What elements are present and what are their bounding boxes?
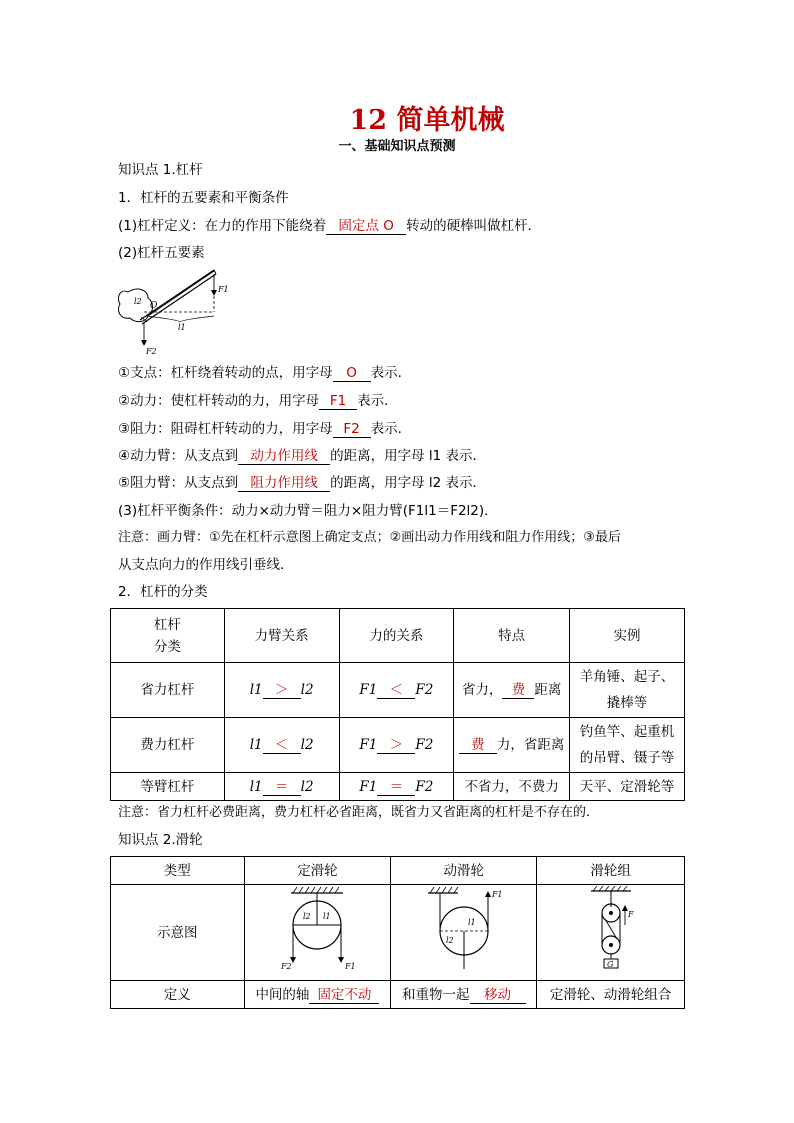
table2-header-group: 滑轮组 <box>537 857 685 885</box>
row-feature: 不省力，不费力 <box>454 773 570 801</box>
svg-text:G: G <box>606 960 613 969</box>
pulley-group-diagram <box>561 885 661 971</box>
answer-o: O <box>346 365 357 381</box>
answer-blank-f1 <box>319 393 357 410</box>
section-2-heading: 2．杠杆的分类 <box>118 584 208 600</box>
table-row <box>111 718 685 773</box>
svg-text:l2: l2 <box>445 936 454 945</box>
fig-label-l2: l2 <box>134 297 142 306</box>
f1-arrow-head <box>211 290 217 296</box>
answer-blank-o <box>333 365 371 382</box>
answer-fulcrum: 固定点 O <box>338 218 394 234</box>
row-example: 天平、定滑轮等 <box>570 773 685 801</box>
table1-header-force: 力的关系 <box>339 609 454 663</box>
table2-header-row <box>111 857 685 885</box>
lever-rod-top <box>140 270 214 320</box>
l1-brace <box>146 316 214 322</box>
page-subtitle: 一、基础知识点预测 <box>338 139 456 154</box>
element-effort-arm <box>118 447 486 465</box>
lever-rod-end <box>214 270 216 274</box>
svg-text:F1: F1 <box>345 962 357 971</box>
answer-f2: F2 <box>343 421 360 437</box>
element-resistance-suffix: 表示． <box>370 421 412 437</box>
row-arm-relation: l1 ＜ l2 <box>224 718 339 773</box>
element-effort-suffix: 表示． <box>357 393 398 409</box>
answer-blank-fulcrum <box>326 218 406 235</box>
element-resistance-arm-prefix: ⑤阻力臂：从支点到 <box>118 475 239 491</box>
table2-diagram-row <box>111 885 685 981</box>
lever-definition-suffix: 转动的硬棒叫做杠杆． <box>406 218 542 234</box>
f2-arrow-head <box>141 340 147 346</box>
table1-header-arm: 力臂关系 <box>224 609 339 663</box>
moving-pulley-diagram <box>414 885 514 971</box>
table2-header-type: 类型 <box>111 857 245 885</box>
element-fulcrum <box>118 364 411 382</box>
fig-label-F2: F2 <box>146 347 157 356</box>
lever-diagram <box>114 266 244 358</box>
svg-text:l1: l1 <box>323 912 332 921</box>
element-effort-arm-prefix: ④动力臂：从支点到 <box>118 448 239 464</box>
svg-text:F1: F1 <box>491 890 503 899</box>
five-elements-heading: (2)杠杆五要素 <box>118 245 205 261</box>
lever-classification-table <box>110 608 685 801</box>
element-effort-prefix: ②动力：使杠杆转动的力，用字母 <box>118 393 320 409</box>
table2-header-moving: 动滑轮 <box>391 857 537 885</box>
element-resistance-arm <box>118 474 486 492</box>
lever-definition <box>118 217 541 235</box>
element-resistance-arm-suffix: 的距离，用字母 l2 表示． <box>330 475 487 491</box>
fig-label-O: O <box>150 301 158 311</box>
row-feature: 省力， 费 距离 <box>454 663 570 718</box>
answer-resistance-line: 阻力作用线 <box>250 475 318 491</box>
row-force-relation: F1 ＝ F2 <box>339 773 454 801</box>
table-row <box>111 773 685 801</box>
fig-label-l1: l1 <box>178 323 186 332</box>
pulley-table <box>110 856 685 1009</box>
section-1-heading: 1．杠杆的五要素和平衡条件 <box>118 190 289 206</box>
answer-f1: F1 <box>329 393 347 409</box>
row-name: 等臂杠杆 <box>111 773 225 801</box>
fig-label-F1: F1 <box>218 285 229 294</box>
row-name: 省力杠杆 <box>111 663 225 718</box>
row-arm-relation: l1 ＞ l2 <box>224 663 339 718</box>
page-title: 12 简单机械 <box>349 105 505 136</box>
element-resistance <box>118 420 411 438</box>
pulley-group-cell <box>537 885 685 981</box>
row-force-relation: F1 ＜ F2 <box>339 663 454 718</box>
table2-header-fixed: 定滑轮 <box>244 857 391 885</box>
lever-definition-prefix: (1)杠杆定义：在力的作用下能绕着 <box>118 218 327 234</box>
note-arm-drawing-2: 从支点向力的作用线引垂线． <box>118 557 294 573</box>
moving-pulley-definition: 和重物一起 移动 <box>391 981 537 1009</box>
fixed-pulley-cell <box>244 885 391 981</box>
svg-text:F2: F2 <box>281 962 293 971</box>
svg-text:F: F <box>627 910 634 919</box>
note-arm-drawing-1: 注意：画力臂：①先在杠杆示意图上确定支点；②画出动力作用线和阻力作用线；③最后 <box>118 530 621 545</box>
answer-blank-effort-line <box>238 448 330 465</box>
row-example: 钓鱼竿、起重机的吊臂、镊子等 <box>570 718 685 773</box>
element-effort-arm-suffix: 的距离，用字母 l1 表示． <box>330 448 487 464</box>
balance-condition: (3)杠杆平衡条件：动力×动力臂＝阻力×阻力臂(F1l1＝F2l2)． <box>118 503 498 519</box>
fixed-pulley-definition: 中间的轴 固定不动 <box>244 981 391 1009</box>
table2-definition-row <box>111 981 685 1009</box>
row-example: 羊角锤、起子、撬棒等 <box>570 663 685 718</box>
knowledge-point-1-heading: 知识点 1.杠杆 <box>118 162 203 178</box>
moving-pulley-cell <box>391 885 537 981</box>
table1-header-example: 实例 <box>570 609 685 663</box>
definition-row-label: 定义 <box>111 981 245 1009</box>
table1-header-row <box>111 609 685 663</box>
answer-blank-resistance-line <box>238 475 330 492</box>
lever-support-line <box>148 271 214 316</box>
element-fulcrum-prefix: ①支点：杠杆绕着转动的点，用字母 <box>118 365 333 381</box>
note-lever-tradeoff: 注意：省力杠杆必费距离，费力杠杆必省距离，既省力又省距离的杠杆是不存在的． <box>118 805 600 820</box>
svg-text:l2: l2 <box>303 912 312 921</box>
row-arm-relation: l1 ＝ l2 <box>224 773 339 801</box>
element-effort <box>118 392 398 410</box>
row-force-relation: F1 ＞ F2 <box>339 718 454 773</box>
row-name: 费力杠杆 <box>111 718 225 773</box>
row-feature: 费 力，省距离 <box>454 718 570 773</box>
fixed-pulley-diagram <box>267 885 367 971</box>
element-fulcrum-suffix: 表示． <box>370 365 412 381</box>
answer-effort-line: 动力作用线 <box>250 448 318 464</box>
element-resistance-prefix: ③阻力：阻碍杠杆转动的力，用字母 <box>118 421 333 437</box>
svg-text:l1: l1 <box>467 918 476 927</box>
table1-header-feature: 特点 <box>454 609 570 663</box>
knowledge-point-2-heading: 知识点 2.滑轮 <box>118 832 203 848</box>
diagram-row-label: 示意图 <box>111 885 245 981</box>
answer-blank-f2 <box>333 421 371 438</box>
table-row <box>111 663 685 718</box>
pulley-group-definition: 定滑轮、动滑轮组合 <box>537 981 685 1009</box>
lever-rod-bottom <box>142 274 216 324</box>
table1-header-class: 杠杆分类 <box>111 609 225 663</box>
